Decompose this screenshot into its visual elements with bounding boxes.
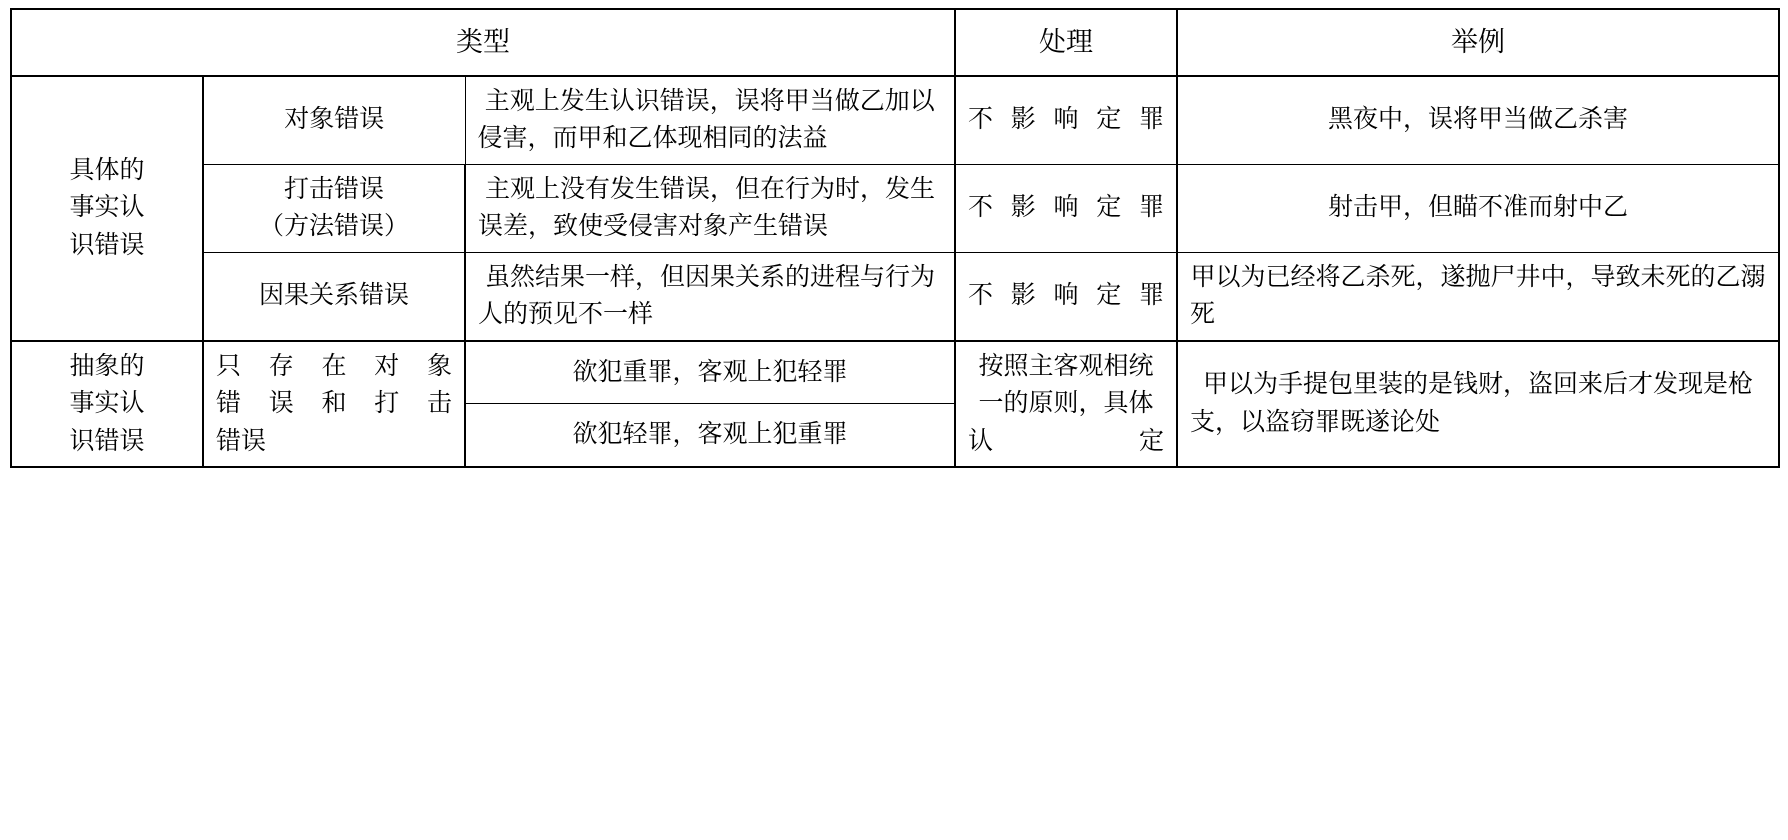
example-abstract: 甲以为手提包里装的是钱财，盗回来后才发现是枪支，以盗窃罪既遂论处 <box>1177 341 1779 468</box>
table-row <box>11 252 1779 341</box>
subtype-strike-error <box>203 164 465 252</box>
group-label-line: 事实认 <box>69 390 145 417</box>
example-strike-error: 射击甲，但瞄不准而射中乙 <box>1177 164 1779 252</box>
group-label-concrete <box>11 76 203 341</box>
subtype-line: 只存在对象 <box>216 352 452 380</box>
table-row <box>11 341 1779 404</box>
group-label-abstract <box>11 341 203 468</box>
table-row <box>11 164 1779 252</box>
description-strike-error: 主观上没有发生错误，但在行为时，发生误差，致使受侵害对象产生错误 <box>465 164 955 252</box>
description-light-to-heavy: 欲犯轻罪，客观上犯重罪 <box>465 404 955 467</box>
subtype-line: （方法错误） <box>258 213 409 240</box>
example-object-error: 黑夜中，误将甲当做乙杀害 <box>1177 76 1779 165</box>
handling-strike-error: 不影响定罪 <box>955 164 1177 252</box>
description-heavy-to-light: 欲犯重罪，客观上犯轻罪 <box>465 341 955 404</box>
subtype-line: 打击错误 <box>283 175 384 203</box>
subtype-line: 错误和打击 <box>216 390 452 417</box>
subtype-object-error: 对象错误 <box>203 76 465 165</box>
handling-causation-error: 不影响定罪 <box>955 252 1177 341</box>
subtype-abstract-errors <box>203 341 465 468</box>
group-label-line: 事实认 <box>69 194 145 222</box>
description-causation-error: 虽然结果一样，但因果关系的进程与行为人的预见不一样 <box>465 252 955 341</box>
group-label-line: 抽象的 <box>69 352 145 380</box>
table-header-row <box>11 9 1779 76</box>
table-row <box>11 76 1779 165</box>
fact-error-types-table <box>10 8 1780 468</box>
description-object-error: 主观上发生认识错误，误将甲当做乙加以侵害，而甲和乙体现相同的法益 <box>465 76 955 165</box>
group-label-line: 识错误 <box>69 427 145 455</box>
handling-abstract: 按照主客观相统一的原则，具体认定 <box>955 341 1177 468</box>
handling-object-error: 不影响定罪 <box>955 76 1177 165</box>
header-handling: 处理 <box>955 9 1177 76</box>
group-label-line: 具体的 <box>69 156 145 184</box>
header-example: 举例 <box>1177 9 1779 76</box>
example-causation-error: 甲以为已经将乙杀死，遂抛尸井中，导致未死的乙溺死 <box>1177 252 1779 341</box>
subtype-line: 错误 <box>216 427 267 455</box>
header-type: 类型 <box>11 9 955 76</box>
subtype-causation-error: 因果关系错误 <box>203 252 465 341</box>
group-label-line: 识错误 <box>69 231 145 259</box>
